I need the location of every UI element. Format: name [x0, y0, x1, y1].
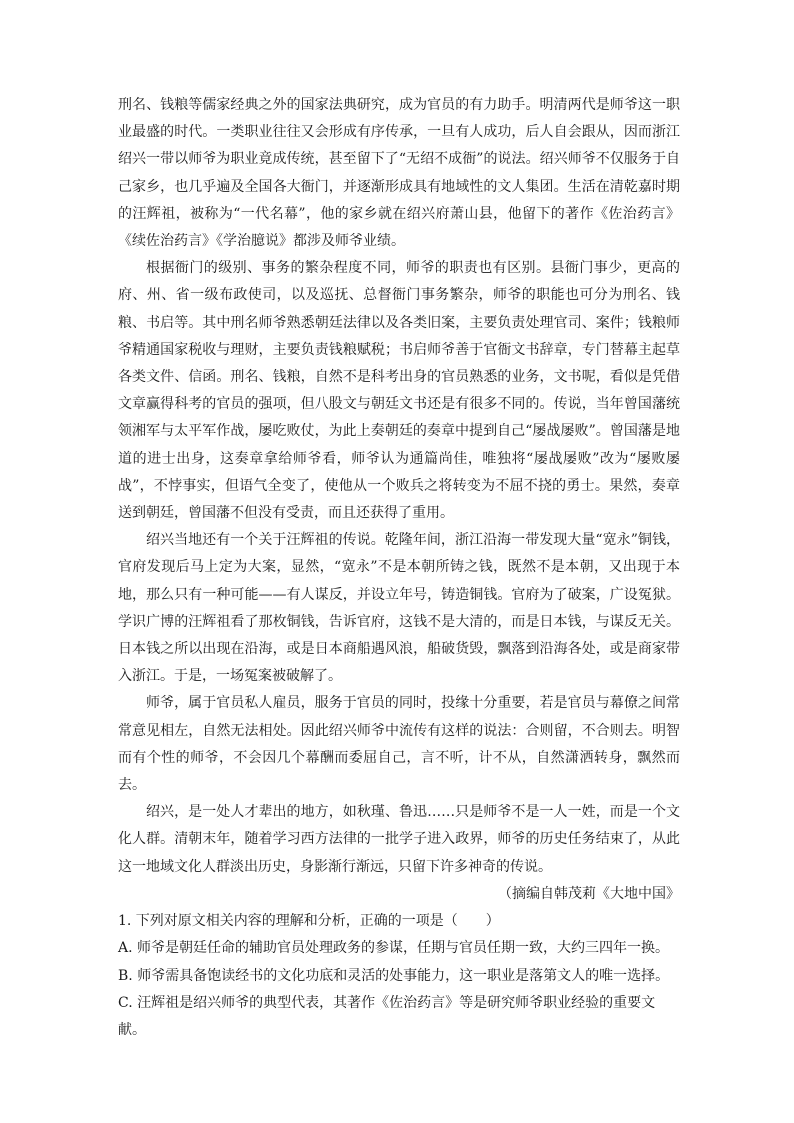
article-paragraph-4: 师爷，属于官员私人雇员，服务于官员的同时，投缘十分重要，若是官员与幕僚之间常常意见相左，自然无法相处。因此绍兴师爷中流传有这样的说法：合则留，不合则去。明智而有个性的师爷，不会因几个幕酬而委屈自己，言不听，计不从，自然潇洒转身，飘然而去。: [118, 695, 680, 794]
article-body: [118, 92, 680, 908]
option-a: A. 师爷是朝廷任命的辅助官员处理政务的参谋，任期与官员任期一致，大约三四年一换。: [118, 940, 670, 957]
question-stem: 1. 下列对原文相关内容的理解和分析，正确的一项是（ ）: [118, 913, 500, 930]
option-c: C. 汪辉祖是绍兴师爷的典型代表，其著作《佐治药言》等是研究师爷职业经验的重要文献。: [118, 994, 656, 1038]
question-block: [118, 908, 680, 1044]
article-paragraph-2: 根据衙门的级别、事务的繁杂程度不同，师爷的职责也有区别。县衙门事少，更高的府、州、省一级布政使司，以及巡抚、总督衙门事务繁杂，师爷的职能也可分为刑名、钱粮、书启等。其中刑名师爷熟悉朝廷法律以及各类旧案，主要负责处理官司、案件；钱粮师爷精通国家税收与理财，主要负责钱粮赋税；书启师爷善于官衙文书辞章，专门替幕主起草各类文件、信函。刑名、钱粮，自然不是科考出身的官员熟悉的业务，文书呢，看似是凭借文章赢得科考的官员的强项，但八股文与朝廷文书还是有很多不同的。传说，当年曾国藩统领湘军与太平军作战，屡吃败仗，为此上奏朝廷的奏章中提到自己“屡战屡败”。曾国藩是地道的进士出身，这奏章拿给师爷看，师爷认为通篇尚佳，唯独将“屡战屡败”改为“屡败屡战”，不悖事实，但语气全变了，使他从一个败兵之将转变为不屈不挠的勇士。果然，奏章送到朝廷，曾国藩不但没有受责，而且还获得了重用。: [118, 260, 680, 522]
article-paragraph-1: 刑名、钱粮等儒家经典之外的国家法典研究，成为官员的有力助手。明清两代是师爷这一职业最盛的时代。一类职业往往又会形成有序传承，一旦有人成功，后人自会跟从，因而浙江绍兴一带以师爷为职业竟成传统，甚至留下了“无绍不成衙”的说法。绍兴师爷不仅服务于自己家乡，也几乎遍及全国各大衙门，并逐渐形成具有地域性的文人集团。生活在清乾嘉时期的汪辉祖，被称为“一代名幕”，他的家乡就在绍兴府萧山县，他留下的著作《佐治药言》《续佐治药言》《学治臆说》都涉及师爷业绩。: [118, 97, 680, 250]
option-b: B. 师爷需具备饱读经书的文化功底和灵活的处事能力，这一职业是落第文人的唯一选择。: [118, 967, 670, 984]
document-page: [118, 92, 680, 1044]
article-source: （摘编自韩茂莉《大地中国》: [498, 885, 680, 902]
article-paragraph-5: 绍兴，是一处人才辈出的地方，如秋瑾、鲁迅……只是师爷不是一人一姓，而是一个文化人群。清朝末年，随着学习西方法律的一批学子进入政界，师爷的历史任务结束了，从此这一地域文化人群淡出历史，身影渐行渐远，只留下许多神奇的传说。: [118, 804, 680, 875]
article-paragraph-3: 绍兴当地还有一个关于汪辉祖的传说。乾隆年间，浙江沿海一带发现大量“宽永”铜钱，官府发现后马上定为大案，显然，“宽永”不是本朝所铸之钱，既然不是本朝，又出现于本地，那么只有一种可能——有人谋反，并设立年号，铸造铜钱。官府为了破案，广设冤狱。学识广博的汪辉祖看了那枚铜钱，告诉官府，这钱不是大清的，而是日本钱，与谋反无关。日本钱之所以出现在沿海，或是日本商船遇风浪，船破货毁，飘落到沿海各处，或是商家带入浙江。于是，一场冤案被破解了。: [118, 532, 680, 685]
